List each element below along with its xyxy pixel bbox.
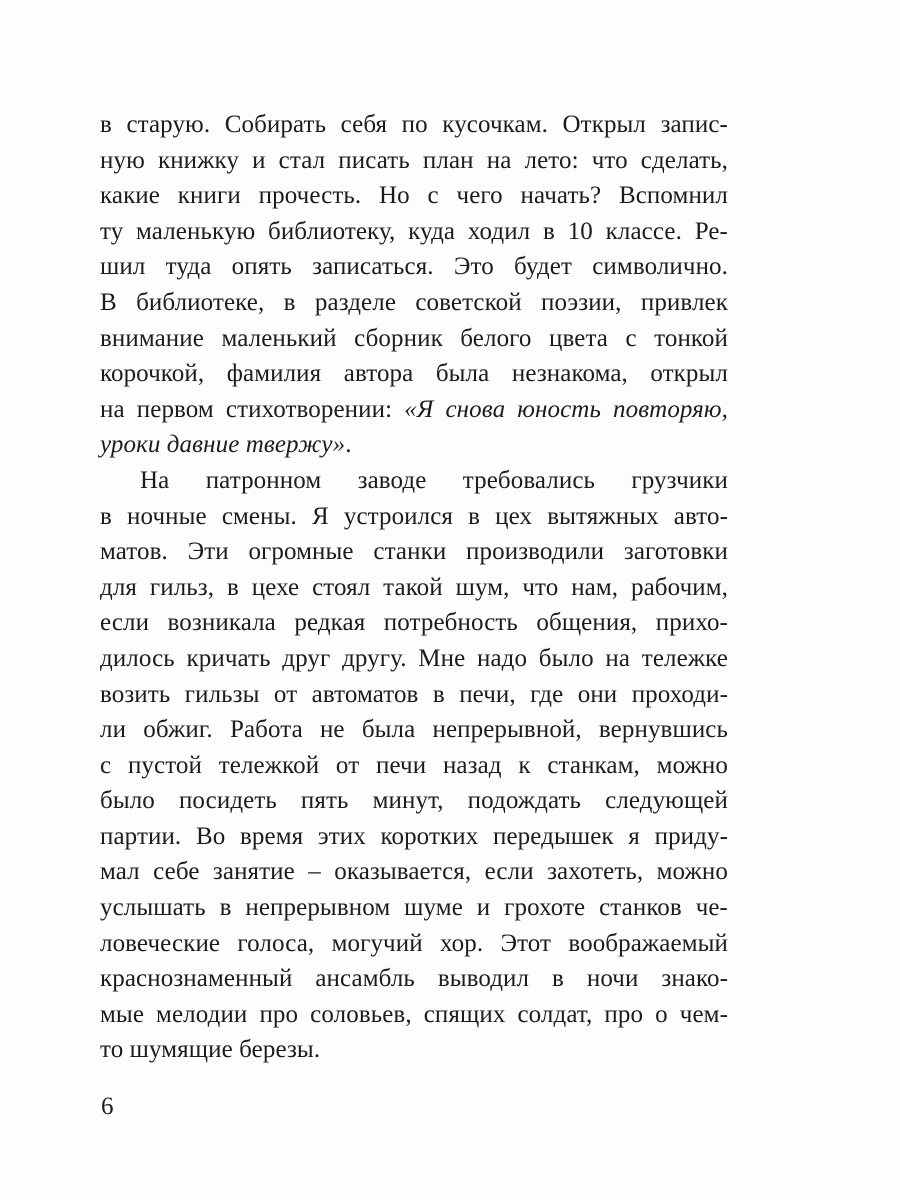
- text-line: [100, 712, 728, 748]
- text-line: [100, 819, 728, 855]
- text-line: [100, 143, 728, 179]
- body-text: краснознаменный ансамбль выводил в ночи знако-: [100, 965, 728, 993]
- body-text: услышать в непрерывном шуме и грохоте станков че-: [100, 894, 728, 922]
- text-line: [100, 677, 728, 713]
- text-line: [100, 570, 728, 606]
- body-text: корочкой, фамилия автора была незнакома, открыл: [100, 360, 728, 388]
- body-text: в старую. Собирать себя по кусочкам. Открыл запис-: [100, 111, 728, 138]
- text-line: [100, 890, 728, 926]
- text-line: [100, 961, 728, 997]
- text-line: [100, 997, 728, 1033]
- text-line: [100, 641, 728, 677]
- body-text: возить гильзы от автоматов в печи, где они проходи-: [100, 680, 728, 708]
- quoted-verse-text: уроки давние твержу»: [100, 431, 346, 459]
- text-line: [100, 534, 728, 570]
- body-text: ту маленькую библиотеку, куда ходил в 10 классе. Ре-: [100, 217, 728, 245]
- body-text: мал себе занятие – оказывается, если захотеть, можно: [100, 858, 728, 886]
- body-text: внимание маленький сборник белого цвета с тонкой: [100, 324, 728, 352]
- text-line: [100, 463, 728, 499]
- body-text: на первом стихотворении:: [100, 395, 405, 423]
- text-line: [100, 285, 728, 321]
- text-line: [100, 178, 728, 214]
- text-line: [100, 321, 728, 357]
- body-text: партии. Во время этих коротких передышек я приду-: [100, 822, 728, 850]
- body-text: ловеческие голоса, могучий хор. Этот воображаемый: [100, 929, 728, 957]
- body-text: было посидеть пять минут, подождать следующей: [100, 787, 728, 815]
- page-text: [100, 107, 728, 1068]
- body-text: В библиотеке, в разделе советской поэзии, привлек: [100, 288, 728, 316]
- page-number: 6: [101, 1093, 114, 1120]
- body-text: если возникала редкая потребность общения, прихо-: [100, 609, 728, 637]
- text-line: [100, 392, 728, 428]
- body-text: для гильз, в цехе стоял такой шум, что нам, рабочим,: [100, 573, 728, 601]
- body-text: ли обжиг. Работа не была непрерывной, вернувшись: [100, 716, 728, 744]
- body-text: в ночные смены. Я устроился в цех вытяжных авто-: [100, 502, 728, 530]
- body-text: ную книжку и стал писать план на лето: что сделать,: [100, 146, 728, 174]
- body-text: На патронном заводе требовались грузчики: [140, 466, 728, 494]
- text-line: [100, 605, 728, 641]
- text-line: [100, 1032, 728, 1068]
- text-line: [100, 249, 728, 285]
- text-line: [100, 926, 728, 962]
- body-text: шил туда опять записаться. Это будет символично.: [100, 253, 728, 281]
- body-text: матов. Эти огромные станки производили заготовки: [100, 538, 728, 566]
- body-text: мые мелодии про соловьев, спящих солдат, про о чем-: [100, 1000, 728, 1028]
- text-line: [100, 748, 728, 784]
- text-line: [100, 356, 728, 392]
- body-text: то шумящие березы.: [100, 1036, 321, 1064]
- body-text: какие книги прочесть. Но с чего начать? Вспомнил: [100, 182, 728, 210]
- text-line: [100, 499, 728, 535]
- text-line: [100, 783, 728, 819]
- text-line: [100, 427, 728, 463]
- body-text: .: [345, 431, 352, 459]
- quoted-verse-text: «Я снова юность повторяю,: [404, 395, 728, 423]
- body-text: дилось кричать друг другу. Мне надо было на тележке: [100, 644, 728, 672]
- text-line: [100, 107, 728, 143]
- text-line: [100, 214, 728, 250]
- text-line: [100, 854, 728, 890]
- body-text: с пустой тележкой от печи назад к станкам, можно: [100, 751, 728, 779]
